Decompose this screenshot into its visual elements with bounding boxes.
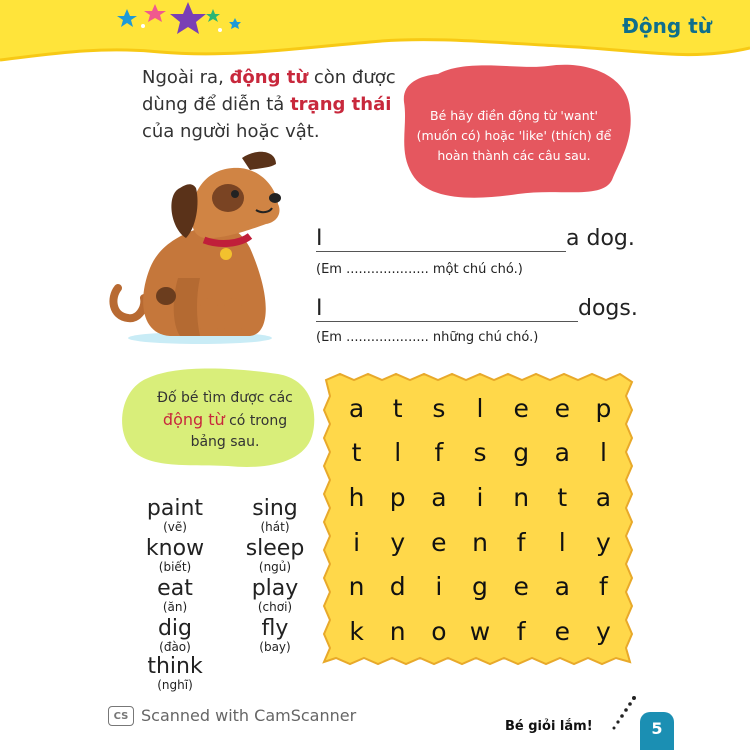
instruction-text <box>404 106 624 166</box>
intro-text: còn được <box>308 67 396 88</box>
intro-paragraph <box>142 64 402 145</box>
praise-text: Bé giỏi lắm! <box>505 719 593 734</box>
grid-letter[interactable]: e <box>513 572 529 602</box>
word-item: sing (hát) <box>252 496 298 534</box>
intro-text: dùng để diễn tả <box>142 94 291 115</box>
grid-letter[interactable]: i <box>353 527 361 557</box>
grid-letter[interactable]: k <box>349 617 364 647</box>
sentence-object: a dog. <box>566 226 635 251</box>
word-item: think (nghĩ) <box>147 654 203 692</box>
page-number: 5 <box>640 712 674 750</box>
grid-letter[interactable]: a <box>348 393 365 423</box>
grid-letter[interactable]: h <box>348 483 365 513</box>
grid-letter[interactable]: f <box>516 617 526 647</box>
word-item: dig (đào) <box>157 616 193 654</box>
grid-letter[interactable]: o <box>431 617 447 647</box>
intro-highlight: trạng thái <box>290 94 392 115</box>
grid-letter[interactable]: g <box>472 572 488 602</box>
exercise-sentence-2 <box>316 296 638 322</box>
prompt-line: Đố bé tìm được các <box>157 390 293 406</box>
grid-letter[interactable]: w <box>469 617 491 647</box>
grid-letter[interactable]: d <box>389 572 406 602</box>
word-item: eat (ăn) <box>157 576 193 614</box>
scanner-watermark: Scanned with CamScanner <box>141 706 357 725</box>
dog-illustration <box>100 148 300 348</box>
grid-letter[interactable]: a <box>554 572 570 602</box>
grid-letter[interactable]: e <box>431 527 447 557</box>
sentence-subject: I <box>316 226 323 251</box>
answer-blank-1[interactable] <box>316 226 566 252</box>
grid-letter[interactable]: a <box>554 438 570 468</box>
intro-text: Ngoài ra, <box>142 67 230 88</box>
word-item: sleep (ngủ) <box>245 536 305 574</box>
grid-letter[interactable]: i <box>476 483 484 513</box>
prompt-line: có trong <box>224 413 288 429</box>
answer-blank-2[interactable] <box>316 296 578 322</box>
grid-letter[interactable]: e <box>554 393 570 423</box>
word-item: fly (bay) <box>259 616 291 654</box>
grid-letter[interactable]: p <box>389 483 406 513</box>
exercise-sentence-1 <box>316 226 635 252</box>
grid-letter[interactable]: f <box>599 572 608 602</box>
grid-letter[interactable]: y <box>390 527 406 557</box>
translation-2: (Em .................... những chú chó.) <box>316 330 539 345</box>
sentence-object: dogs. <box>578 296 638 321</box>
instruction-line: (muốn có) hoặc 'like' (thích) để <box>416 128 612 143</box>
instruction-line: Bé hãy điền động từ 'want' <box>430 108 598 123</box>
grid-letter[interactable]: s <box>432 393 446 423</box>
dotted-trail-icon <box>606 694 640 734</box>
grid-letter[interactable]: t <box>392 393 403 423</box>
grid-letter[interactable]: s <box>473 438 487 468</box>
grid-letter[interactable]: f <box>434 438 444 468</box>
word-search-grid <box>336 386 624 654</box>
grid-letter[interactable]: l <box>558 527 566 557</box>
grid-letter[interactable]: n <box>513 483 530 513</box>
grid-letter[interactable]: t <box>351 438 362 468</box>
grid-letter[interactable]: n <box>389 617 406 647</box>
word-item: play (chơi) <box>251 576 299 614</box>
grid-letter[interactable]: e <box>554 617 570 647</box>
grid-letter[interactable]: a <box>431 483 447 513</box>
grid-letter[interactable]: n <box>472 527 488 557</box>
instruction-line: hoàn thành các câu sau. <box>437 148 591 163</box>
puzzle-prompt-text <box>135 388 315 453</box>
grid-letter[interactable]: l <box>476 393 484 423</box>
intro-highlight: động từ <box>229 67 309 88</box>
intro-text: của người hoặc vật. <box>142 121 320 142</box>
translation-1: (Em .................... một chú chó.) <box>316 262 523 277</box>
grid-letter[interactable]: t <box>557 483 568 513</box>
grid-letter[interactable]: i <box>435 572 443 602</box>
section-title: Động từ <box>622 14 712 38</box>
grid-letter[interactable]: y <box>596 527 611 557</box>
word-item: paint (vẽ) <box>146 496 204 534</box>
grid-letter[interactable]: g <box>513 438 530 468</box>
grid-letter[interactable]: e <box>513 393 529 423</box>
prompt-line: bảng sau. <box>190 434 260 450</box>
grid-letter[interactable]: n <box>348 572 365 602</box>
grid-letter[interactable]: l <box>599 438 607 468</box>
grid-letter[interactable]: l <box>394 438 402 468</box>
sentence-subject: I <box>316 296 323 321</box>
prompt-highlight: động từ <box>162 410 225 429</box>
camscanner-logo: CS <box>108 706 134 726</box>
grid-letter[interactable]: y <box>596 617 611 647</box>
grid-letter[interactable]: f <box>516 527 526 557</box>
grid-letter[interactable]: p <box>595 393 612 423</box>
word-item: know (biết) <box>145 536 205 574</box>
grid-letter[interactable]: a <box>595 483 612 513</box>
